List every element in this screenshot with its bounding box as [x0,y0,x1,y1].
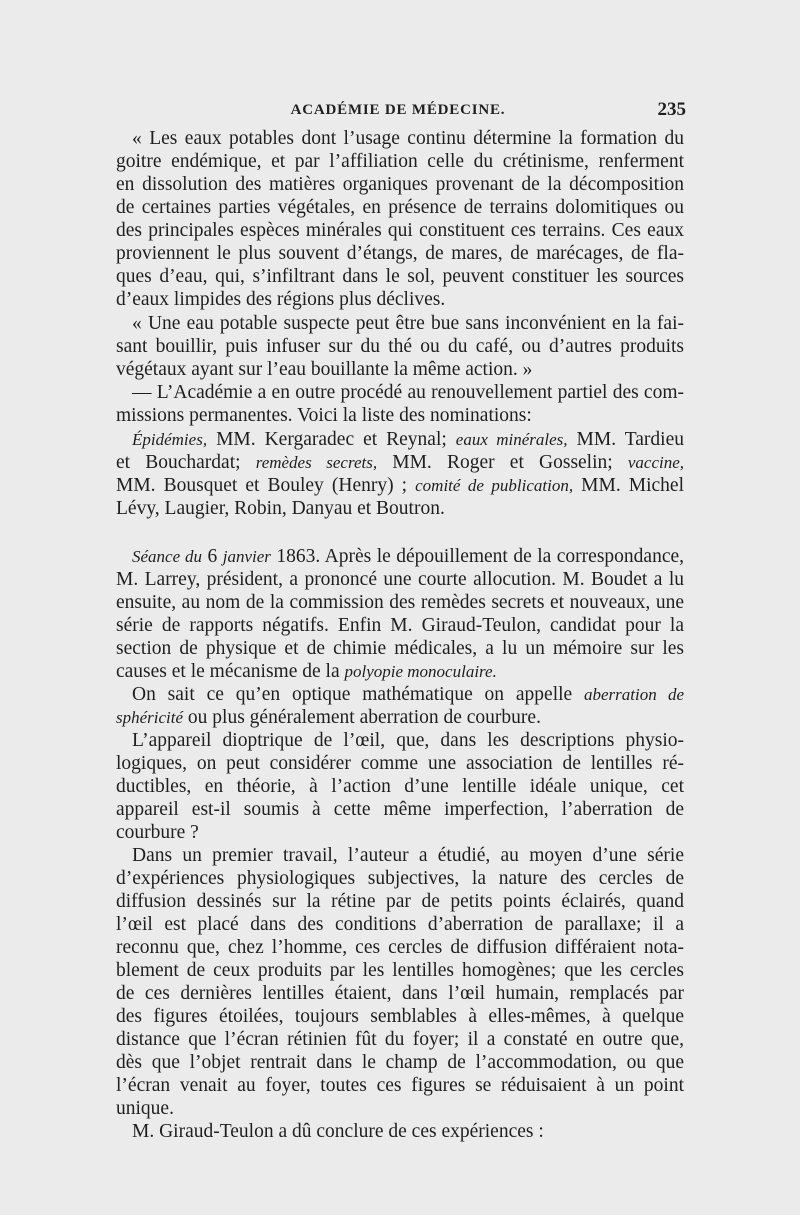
page-header [110,96,686,126]
commission-label: comité de publication, [415,476,574,495]
seance-day: 6 [202,546,223,567]
text-line: logiques, on peut considérer comme une association de lentilles ré- [116,753,684,774]
commission-label: remèdes secrets, [255,453,378,472]
causes-line [116,661,684,683]
nominations-line [132,429,684,451]
commission-members: et Bouchardat; [116,452,256,473]
polyopie-term: polyopie monoculaire. [344,662,497,681]
text-line: Lévy, Laugier, Robin, Danyau et Boutron. [116,498,445,519]
commission-label: Épidémies, [132,430,208,449]
commission-label: eaux minérales, [455,430,568,449]
text-line: dès que l’objet rentrait dans le champ de l’accommodation, ou que [116,1052,684,1073]
text-line: — L’Académie a en outre procédé au renouvellement partiel des com- [132,382,684,403]
text-line: l’écran venait au foyer, toutes ces figures se réduisaient à un point [116,1075,684,1096]
text-line: distance que l’écran rétinien fût du foyer; il a constaté en outre que, [116,1029,684,1050]
text-line: des principales espèces minérales qui constituent ces terrains. Ces eaux [116,220,684,241]
text-line: ques d’eau, qui, s’infiltrant dans le sol, peuvent constituer les sources [116,266,684,287]
running-title: ACADÉMIE DE MÉDECINE. [290,102,506,118]
aberration-term: sphéricité [116,708,184,727]
text-line: d’expériences physiologiques subjectives, la nature des cercles de [116,868,684,889]
text-line: série de rapports négatifs. Enfin M. Giraud-Teulon, candidat pour la [116,615,684,636]
commission-members: MM. Tardieu [567,429,684,450]
nominations-line [116,452,684,474]
seance-label: Séance du [132,547,202,566]
text-line: « Les eaux potables dont l’usage continu détermine la formation du [132,128,684,149]
text-line: sant bouillir, puis infuser sur du thé ou du café, ou d’autres produits [116,336,684,357]
seance-line [132,546,684,568]
optique-line [116,707,684,729]
text-line: courbure ? [116,822,199,843]
commission-members: MM. Michel [573,475,684,496]
seance-text: 1863. Après le dépouillement de la correspondance, [270,546,685,567]
nominations-line [116,475,684,497]
commission-members: MM. Bousquet et Bouley (Henry) ; [116,475,416,496]
text-line: M. Larrey, président, a prononcé une courte allocution. M. Boudet a lu [116,569,684,590]
text-line: ensuite, au nom de la commission des remèdes secrets et nouveaux, une [116,592,684,613]
text-line: ductibles, en théorie, à l’action d’une lentille idéale unique, cet [116,776,684,797]
optique-text: ou plus généralement aberration de courbure. [183,707,541,728]
text-line: de certaines parties végétales, en présence de terrains dolomitiques ou [116,197,684,218]
text-line: M. Giraud-Teulon a dû conclure de ces expériences : [132,1121,544,1142]
commission-members: MM. Roger et Gosselin; [377,452,628,473]
aberration-term: aberration de [584,685,684,704]
commission-members: MM. Kergaradec et Reynal; [207,429,456,450]
text-line: section de physique et de chimie médicales, a lu un mémoire sur les [116,638,684,659]
page-number: 235 [657,99,686,120]
text-line: L’appareil dioptrique de l’œil, que, dans les descriptions physio- [132,730,684,751]
text-line: d’eaux limpides des régions plus déclives. [116,289,446,310]
text-line: proviennent le plus souvent d’étangs, de mares, de marécages, de fla- [116,243,684,264]
text-line: appareil est-il soumis à cette même imperfection, l’aberration de [116,799,684,820]
text-line: unique. [116,1098,174,1119]
text-line: diffusion dessinés sur la rétine par de petits points éclairés, quand [116,891,684,912]
text-line: reconnu que, chez l’homme, ces cercles de diffusion différaient nota- [116,937,684,958]
text-line: goitre endémique, et par l’affiliation celle du crétinisme, renferment [116,151,684,172]
optique-line [132,684,684,706]
causes-text: causes et le mécanisme de la [116,661,345,682]
text-line: l’œil est placé dans des conditions d’aberration de parallaxe; il a [116,914,684,935]
text-line: de ces dernières lentilles étaient, dans l’œil humain, remplacés par [116,983,684,1004]
optique-text: On sait ce qu’en optique mathématique on appelle [132,684,585,705]
text-line: blement de ceux produits par les lentilles homogènes; que les cercles [116,960,684,981]
text-line: « Une eau potable suspecte peut être bue sans inconvénient en la fai- [132,313,684,334]
text-line: missions permanentes. Voici la liste des nominations: [116,405,532,426]
text-line: végétaux ayant sur l’eau bouillante la même action. » [116,359,533,380]
commission-label: vaccine, [627,453,685,472]
text-line: Dans un premier travail, l’auteur a étudié, au moyen d’une série [132,845,684,866]
text-line: des figures étoilées, toujours semblables à elles-mêmes, à quelque [116,1006,684,1027]
seance-month: janvier [222,547,271,566]
text-line: en dissolution des matières organiques provenant de la décomposition [116,174,684,195]
